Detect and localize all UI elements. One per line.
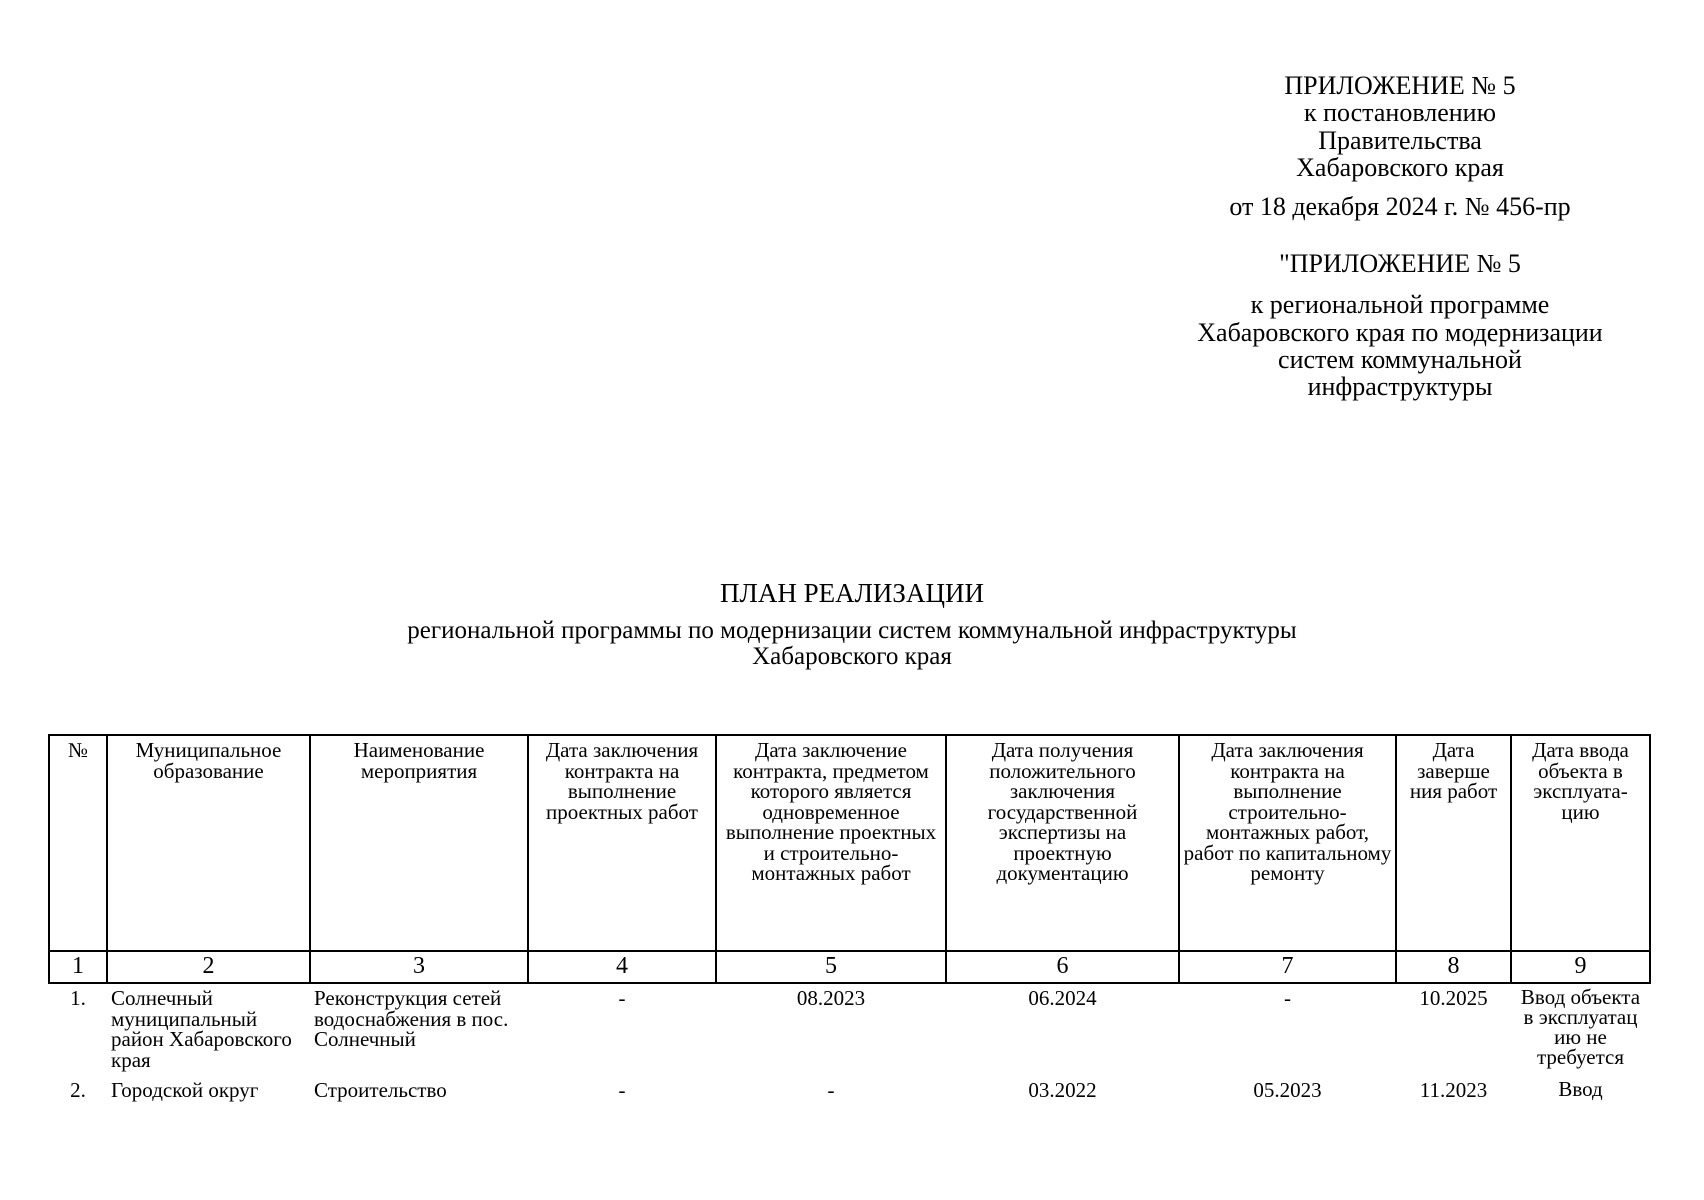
- column-number: 2: [107, 951, 310, 983]
- plan-subtitle: [330, 618, 1374, 669]
- col-header-commissioning-date: Дата ввода объекта в эксплуата-цию: [1511, 735, 1650, 951]
- program-ref-line: инфраструктуры: [1307, 372, 1493, 402]
- program-appendix-header: [1150, 250, 1650, 400]
- table-row: [49, 1076, 1650, 1107]
- municipality-cell: Солнечный муниципальный район Хабаровского края: [111, 986, 292, 1072]
- row-number: 2.: [70, 1078, 86, 1103]
- column-number: 4: [528, 951, 716, 983]
- completion-date-cell: 10.2025: [1419, 986, 1488, 1010]
- design-contract-date-cell: -: [618, 1078, 626, 1103]
- column-number: 7: [1179, 951, 1396, 983]
- activity-cell: Строительство: [314, 1078, 447, 1103]
- plan-subtitle-line: региональной программы по модернизации систем коммунальной инфраструктуры: [407, 617, 1297, 644]
- appendix-ref-line: Правительства: [1318, 125, 1482, 155]
- col-header-design-contract-date: Дата заключения контракта на выполнение проектных работ: [528, 735, 716, 951]
- combined-contract-date-cell: -: [827, 1078, 835, 1103]
- program-ref-line: к региональной программе: [1250, 290, 1550, 320]
- combined-contract-date-cell: 08.2023: [796, 986, 866, 1010]
- appendix-number: ПРИЛОЖЕНИЕ № 5: [1284, 71, 1516, 100]
- column-number-row: [49, 951, 1650, 983]
- table-header-row: [49, 735, 1650, 951]
- col-header-combined-contract-date: Дата заключение контракта, предметом которого является одновременное выполнение проектных и строительно-монтажных работ: [716, 735, 946, 951]
- program-appendix-number: "ПРИЛОЖЕНИЕ № 5: [1279, 249, 1521, 278]
- expertise-date-cell: 03.2022: [1028, 1078, 1097, 1103]
- appendix-ref-line: к постановлению: [1303, 98, 1497, 128]
- municipality-cell: Городской округ: [111, 1078, 259, 1103]
- col-header-completion-date: Дата заверше ния работ: [1396, 735, 1511, 951]
- plan-title: ПЛАН РЕАЛИЗАЦИИ: [720, 578, 984, 608]
- row-number: 1.: [70, 986, 86, 1010]
- appendix-header: [1150, 72, 1650, 220]
- column-number: 3: [310, 951, 528, 983]
- column-number: 5: [716, 951, 946, 983]
- expertise-date-cell: 06.2024: [1028, 986, 1097, 1010]
- col-header-municipality: Муниципальное образование: [107, 735, 310, 951]
- program-ref-line: систем коммунальной: [1278, 344, 1522, 374]
- activity-cell: Реконструкция сетей водоснабжения в пос. Солнечный: [314, 986, 509, 1052]
- table-row: [49, 983, 1650, 1076]
- col-header-activity: Наименование мероприятия: [310, 735, 528, 951]
- appendix-ref-line: Хабаровского края: [1296, 152, 1504, 182]
- construction-contract-date-cell: 05.2023: [1253, 1078, 1322, 1103]
- column-number: 8: [1396, 951, 1511, 983]
- col-header-expertise-date: Дата получения положительного заключения государственной экспертизы на проектную документацию: [946, 735, 1179, 951]
- column-number: 1: [49, 951, 107, 983]
- resolution-date: от 18 декабря 2024 г. № 456-пр: [1229, 192, 1571, 222]
- construction-contract-date-cell: -: [1284, 986, 1291, 1010]
- completion-date-cell: 11.2023: [1419, 1078, 1488, 1103]
- program-ref-line: Хабаровского края по модернизации: [1197, 317, 1603, 347]
- col-header-number: №: [49, 735, 107, 951]
- commissioning-date-cell: Ввод: [1558, 1077, 1603, 1102]
- implementation-plan-table: [48, 734, 1651, 1107]
- column-number: 9: [1511, 951, 1650, 983]
- commissioning-date-cell: Ввод объекта в эксплуатац ию не требуется: [1520, 985, 1641, 1069]
- col-header-construction-contract-date: Дата заключения контракта на выполнение строительно-монтажных работ, работ по капитальному ремонту: [1179, 735, 1396, 951]
- plan-subtitle-line: Хабаровского края: [752, 642, 952, 670]
- column-number: 6: [946, 951, 1179, 983]
- design-contract-date-cell: -: [618, 986, 626, 1010]
